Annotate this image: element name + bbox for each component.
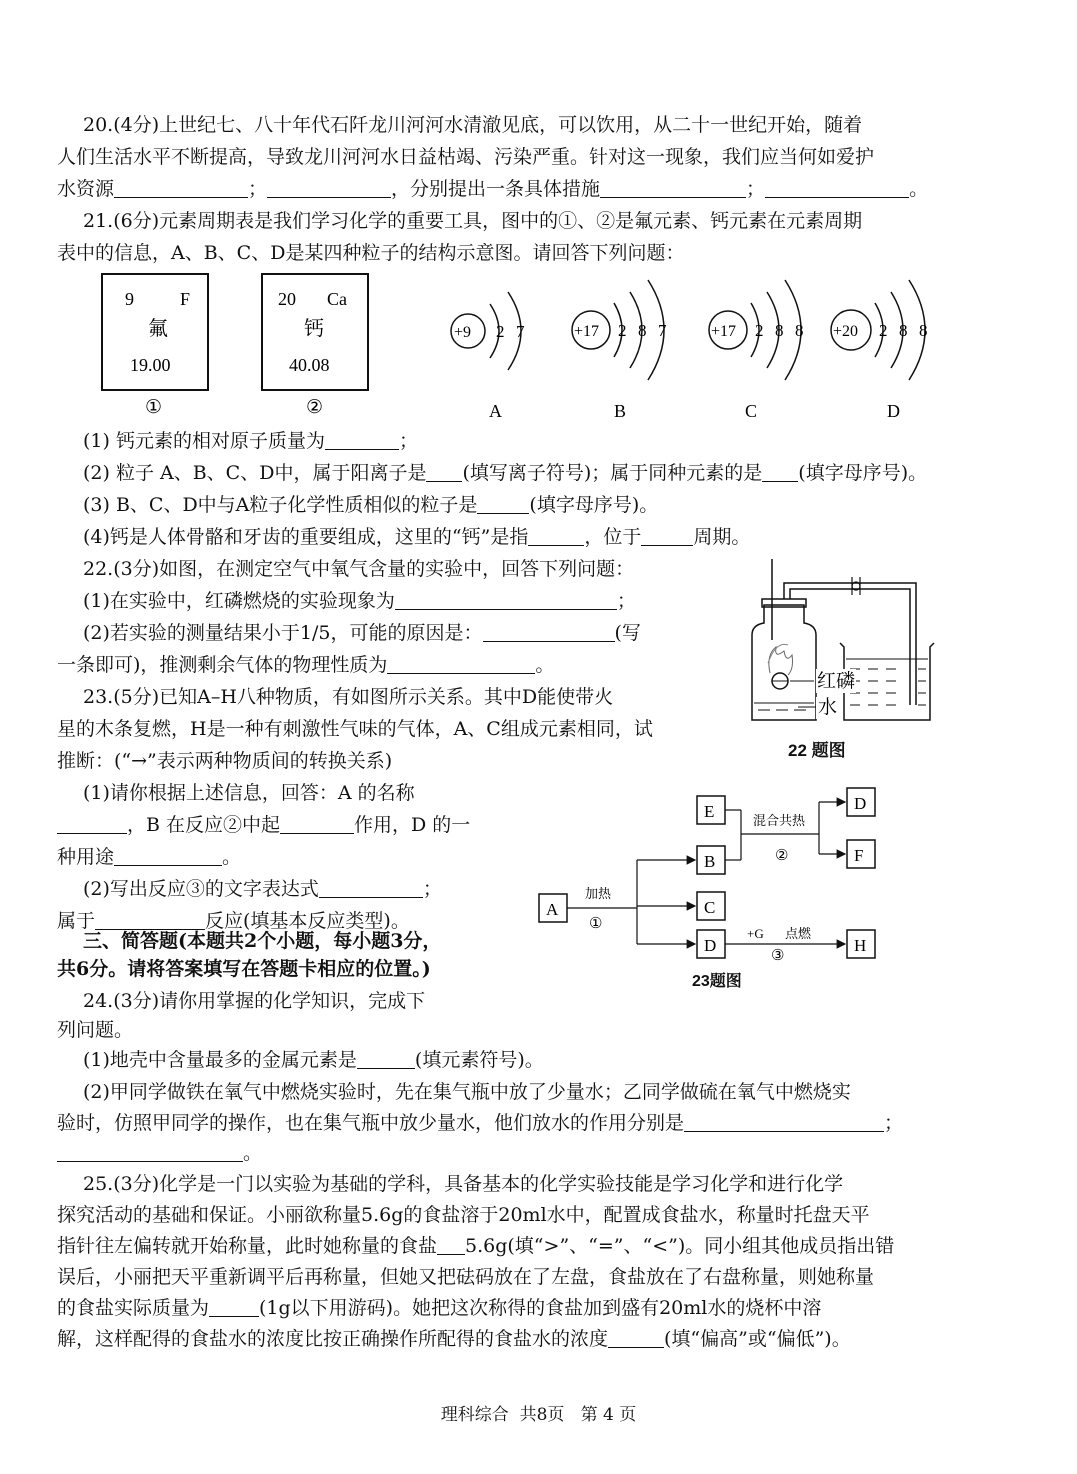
svg-text:②: ② bbox=[775, 848, 789, 864]
q20-line2: 人们生活水平不断提高，导致龙川河河水日益枯竭、污染严重。针对这一现象，我们应当何如爱护 bbox=[57, 146, 875, 168]
element-card-calcium bbox=[262, 274, 368, 418]
answer-blank[interactable] bbox=[267, 179, 391, 198]
answer-blank[interactable] bbox=[528, 527, 584, 546]
q21-figure bbox=[90, 270, 970, 430]
q24-line1: 24.(3分)请你用掌握的化学知识，完成下 bbox=[83, 990, 426, 1012]
svg-text:E: E bbox=[704, 802, 715, 821]
q21-sub3: (3) B、C、D中与A粒子化学性质相似的粒子是 (填字母序号)。 bbox=[83, 494, 659, 516]
answer-blank[interactable] bbox=[600, 179, 746, 198]
svg-text:+9: +9 bbox=[454, 324, 472, 341]
answer-blank[interactable] bbox=[483, 623, 615, 642]
particle-b bbox=[572, 280, 667, 421]
svg-text:+G: +G bbox=[747, 926, 764, 941]
svg-text:①: ① bbox=[145, 397, 163, 418]
q23-sub2-cont: 属于 反应(填基本反应类型)。 bbox=[57, 910, 410, 932]
answer-blank[interactable] bbox=[765, 179, 909, 198]
svg-text:8: 8 bbox=[899, 321, 908, 340]
svg-text:红磷: 红磷 bbox=[817, 671, 856, 692]
answer-blank[interactable] bbox=[209, 1298, 259, 1317]
q25-line5: 的食盐实际质量为 (1g以下用游码)。她把这次称得的食盐加到盛有20ml水的烧杯中溶 bbox=[57, 1297, 822, 1319]
q25-line4: 误后，小丽把天平重新调平后再称量，但她又把砝码放在了左盘，食盐放在了右盘称量，则她称量 bbox=[57, 1266, 875, 1288]
q20-line3: 水资源 ； ，分别提出一条具体措施 ； 。 bbox=[57, 178, 929, 200]
svg-text:钙: 钙 bbox=[304, 318, 324, 340]
svg-text:19.00: 19.00 bbox=[130, 355, 171, 375]
svg-text:20: 20 bbox=[278, 289, 296, 309]
particle-d bbox=[831, 280, 928, 421]
svg-text:7: 7 bbox=[658, 321, 667, 340]
svg-text:A: A bbox=[546, 900, 559, 919]
q23-line3: 推断：(“→”表示两种物质间的转换关系) bbox=[57, 750, 393, 772]
q25-line3: 指针往左偏转就开始称量，此时她称量的食盐 5.6g(填“>”、“=”、“<”)。同小组其他成员指出错 bbox=[57, 1235, 895, 1257]
answer-blank[interactable] bbox=[395, 591, 617, 610]
q22-caption: 22 题图 bbox=[788, 741, 846, 760]
q22-sub2: (2)若实验的测量结果小于1/5，可能的原因是： (写 bbox=[83, 622, 641, 644]
q22-apparatus-figure bbox=[740, 555, 940, 735]
particle-c bbox=[709, 280, 804, 421]
answer-blank[interactable] bbox=[280, 815, 354, 834]
svg-text:8: 8 bbox=[795, 321, 804, 340]
svg-text:混合共热: 混合共热 bbox=[753, 813, 806, 828]
q24-sub2-line2: 验时，仿照甲同学的操作，也在集气瓶中放少量水，他们放水的作用分别是 ； bbox=[57, 1112, 904, 1134]
particle-a bbox=[451, 292, 525, 421]
svg-text:③: ③ bbox=[771, 948, 785, 964]
svg-text:B: B bbox=[614, 401, 627, 421]
svg-text:加热: 加热 bbox=[585, 886, 612, 901]
svg-text:9: 9 bbox=[125, 289, 134, 309]
q22-sub2-cont: 一条即可)，推测剩余气体的物理性质为 。 bbox=[57, 654, 555, 676]
q21-sub4: (4)钙是人体骨骼和牙齿的重要组成，这里的“钙”是指 ，位于 周期。 bbox=[83, 526, 751, 548]
q21-line2: 表中的信息，A、B、C、D是某四种粒子的结构示意图。请回答下列问题： bbox=[57, 242, 685, 264]
q22-line1: 22.(3分)如图，在测定空气中氧气含量的实验中，回答下列问题： bbox=[83, 558, 635, 580]
svg-text:2: 2 bbox=[618, 321, 627, 340]
svg-text:+20: +20 bbox=[833, 323, 859, 340]
svg-text:C: C bbox=[745, 401, 758, 421]
q23-sub1-cont2: 种用途 。 bbox=[57, 846, 242, 868]
q22-sub1: (1)在实验中，红磷燃烧的实验现象为 ； bbox=[83, 590, 636, 612]
answer-blank[interactable] bbox=[95, 911, 205, 930]
q24-sub1: (1)地壳中含量最多的金属元素是 (填元素符号)。 bbox=[83, 1049, 544, 1071]
section3-heading: 三、简答题(本题共2个小题，每小题3分， bbox=[83, 930, 442, 952]
answer-blank[interactable] bbox=[608, 1329, 664, 1348]
answer-blank[interactable] bbox=[387, 655, 535, 674]
svg-text:①: ① bbox=[589, 916, 603, 932]
answer-blank[interactable] bbox=[641, 527, 693, 546]
answer-blank[interactable] bbox=[684, 1113, 884, 1132]
q21-line1: 21.(6分)元素周期表是我们学习化学的重要工具，图中的①、②是氟元素、钙元素在元素周期 bbox=[83, 210, 863, 232]
q25-line1: 25.(3分)化学是一门以实验为基础的学科，具备基本的化学实验技能是学习化学和进行化学 bbox=[83, 1173, 844, 1195]
svg-text:水: 水 bbox=[818, 697, 838, 718]
q20-line1: 20.(4分)上世纪七、八十年代石阡龙川河河水清澈见底，可以饮用，从二十一世纪开始，随着 bbox=[83, 114, 863, 136]
answer-blank[interactable] bbox=[762, 463, 798, 482]
answer-blank[interactable] bbox=[426, 463, 462, 482]
q23-sub1: (1)请你根据上述信息，回答：A 的名称 bbox=[83, 782, 415, 804]
svg-text:+17: +17 bbox=[711, 323, 737, 340]
q23-sub2: (2)写出反应③的文字表达式 ； bbox=[83, 878, 442, 900]
svg-text:8: 8 bbox=[775, 321, 784, 340]
q24-line2: 列问题。 bbox=[57, 1019, 134, 1041]
answer-blank[interactable] bbox=[57, 1143, 243, 1162]
q23-line2: 星的木条复燃，H是一种有刺激性气味的气体，A、C组成元素相同，试 bbox=[57, 718, 653, 740]
answer-blank[interactable] bbox=[114, 179, 248, 198]
svg-text:2: 2 bbox=[879, 321, 888, 340]
q23-caption: 23题图 bbox=[692, 973, 742, 990]
answer-blank[interactable] bbox=[437, 1236, 465, 1255]
answer-blank[interactable] bbox=[477, 495, 529, 514]
svg-text:D: D bbox=[887, 401, 900, 421]
q25-line6: 解，这样配得的食盐水的浓度比按正确操作所配得的食盐水的浓度 (填“偏高”或“偏低”)。 bbox=[57, 1328, 851, 1350]
q25-line2: 探究活动的基础和保证。小丽欲称量5.6g的食盐溶于20ml水中，配置成食盐水，称量时托盘天平 bbox=[57, 1204, 870, 1226]
q23-line1: 23.(5分)已知A–H八种物质，有如图所示关系。其中D能使带火 bbox=[83, 686, 614, 708]
svg-text:Ca: Ca bbox=[327, 289, 347, 309]
element-card-fluorine bbox=[102, 274, 208, 418]
answer-blank[interactable] bbox=[357, 1050, 415, 1069]
svg-text:8: 8 bbox=[919, 321, 928, 340]
q21-sub2: (2) 粒子 A、B、C、D中，属于阳离子是 (填写离子符号)；属于同种元素的是 (填字母序号)。 bbox=[83, 462, 928, 484]
page-footer: 理科综合 共8页 第 4 页 bbox=[440, 1405, 637, 1425]
answer-blank[interactable] bbox=[325, 431, 399, 450]
q24-sub2-line1: (2)甲同学做铁在氧气中燃烧实验时，先在集气瓶中放了少量水；乙同学做硫在氧气中燃烧实 bbox=[83, 1081, 851, 1103]
svg-text:40.08: 40.08 bbox=[289, 355, 330, 375]
answer-blank[interactable] bbox=[57, 815, 127, 834]
answer-blank[interactable] bbox=[319, 879, 423, 898]
q23-diagram bbox=[535, 782, 895, 972]
answer-blank[interactable] bbox=[114, 847, 222, 866]
svg-text:A: A bbox=[489, 401, 502, 421]
svg-text:8: 8 bbox=[638, 321, 647, 340]
q23-sub1-cont: ，B 在反应②中起 作用，D 的一 bbox=[57, 813, 470, 837]
svg-text:H: H bbox=[854, 936, 867, 955]
svg-text:+17: +17 bbox=[574, 323, 600, 340]
svg-text:2: 2 bbox=[496, 322, 505, 341]
svg-text:氟: 氟 bbox=[148, 318, 168, 340]
q24-sub2-line3: 。 bbox=[57, 1141, 262, 1165]
svg-text:点燃: 点燃 bbox=[785, 926, 812, 941]
svg-text:2: 2 bbox=[755, 321, 764, 340]
svg-text:②: ② bbox=[306, 397, 324, 418]
svg-text:D: D bbox=[854, 794, 867, 813]
section3-heading-cont: 共6分。请将答案填写在答题卡相应的位置。) bbox=[57, 958, 431, 980]
svg-text:7: 7 bbox=[516, 322, 525, 341]
svg-text:F: F bbox=[180, 289, 191, 309]
q21-sub1: (1) 钙元素的相对原子质量为 ； bbox=[83, 430, 418, 452]
svg-text:F: F bbox=[854, 846, 864, 865]
svg-text:B: B bbox=[704, 852, 716, 871]
svg-text:D: D bbox=[704, 936, 717, 955]
svg-text:C: C bbox=[704, 898, 716, 917]
